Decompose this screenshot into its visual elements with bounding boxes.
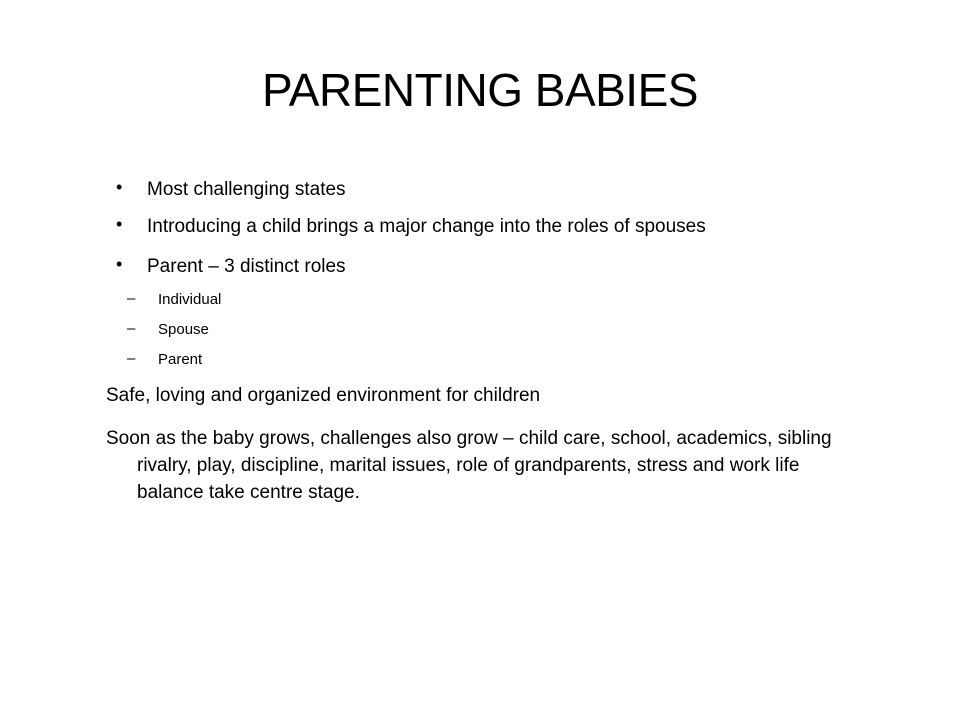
paragraph-text: Safe, loving and organized environment for children [106, 385, 541, 406]
bullet-marker: • [116, 214, 123, 234]
bullet-text: Introducing a child brings a major change into the roles of spouses [147, 216, 706, 237]
sub-bullet-marker: – [127, 350, 136, 367]
bullet-marker: • [116, 254, 123, 274]
sub-bullet-text: Spouse [158, 321, 209, 338]
sub-bullet-marker: – [127, 290, 136, 307]
bullet-text: Parent – 3 distinct roles [147, 256, 346, 277]
body-paragraph [106, 425, 846, 506]
sub-bullet-text: Individual [158, 291, 222, 308]
bullet-text: Most challenging states [147, 179, 346, 200]
bullet-marker: • [116, 177, 123, 197]
sub-bullet-marker: – [127, 320, 136, 337]
body-paragraph [106, 382, 846, 409]
slide-title: PARENTING BABIES [262, 64, 698, 116]
paragraph-text: Soon as the baby grows, challenges also grow – child care, school, academics, sibling rivalry, play, discipline, marital issues, role of grandparents, stress and work life balance take centre stage. [106, 428, 832, 503]
sub-bullet-text: Parent [158, 351, 203, 368]
